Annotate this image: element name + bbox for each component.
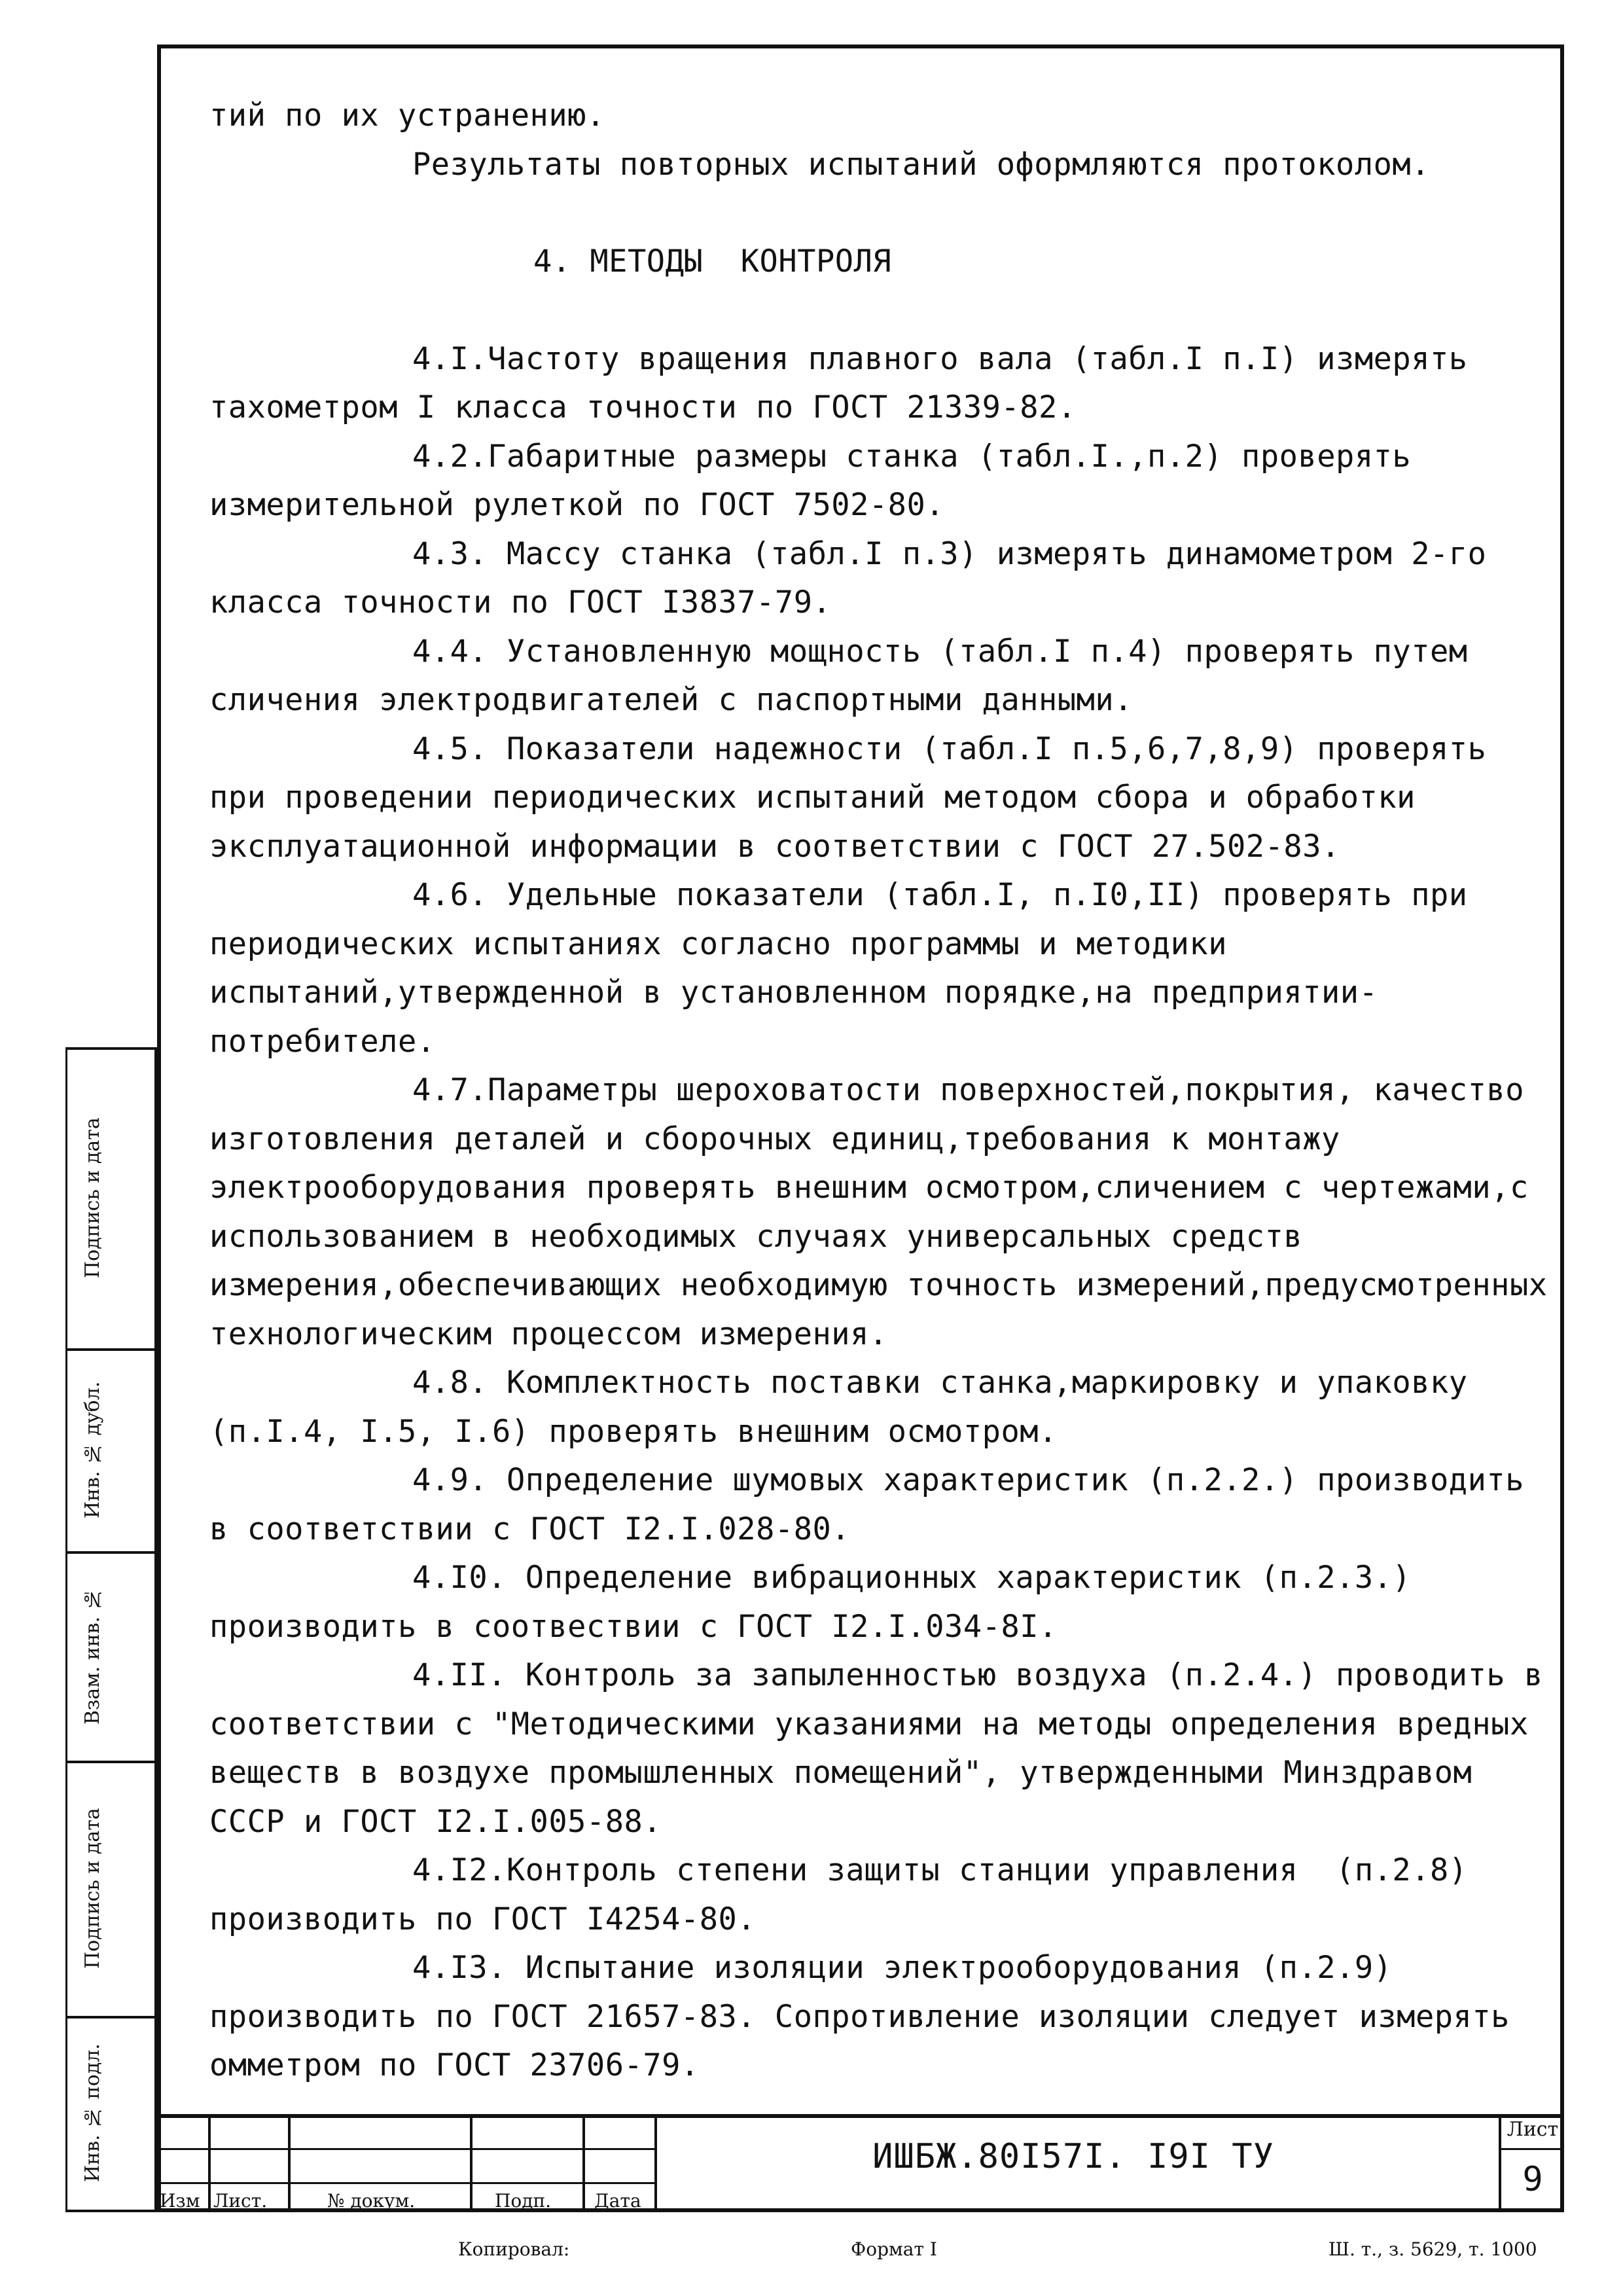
col-signature-label: Подп. (495, 2190, 552, 2212)
stamp-replacement-inventory: Взам. инв. № (65, 1551, 118, 1761)
paragraph-4-13: 4.I3. Испытание изоляции электрооборудования (п.2.9) производить по ГОСТ 21657-83. Сопротивление изоляции следует измерять омметром по ГОСТ 23706-79. (209, 1950, 1529, 2083)
col-sheet-label: Лист. (213, 2190, 268, 2212)
footer-copied: Копировал: (458, 2238, 570, 2260)
paragraph-4-5: 4.5. Показатели надежности (табл.I п.5,6,7,8,9) проверять при проведении периодических испытаний методом сбора и обработки эксплуатационной информации в соответствии с ГОСТ 27.502-83. (209, 730, 1506, 865)
paragraph-4-6: 4.6. Удельные показатели (табл.I, п.I0,II) проверять при периодических испытаниях согласно программы и методики испытаний,утвержденной в установленном порядке,на предприятии-потребителе. (209, 877, 1487, 1060)
title-block-divider (288, 2114, 291, 2212)
paragraph-results: Результаты повторных испытаний оформляются протоколом. (412, 146, 1431, 183)
title-block-row-line (157, 2148, 656, 2150)
paragraph-4-4: 4.4. Установленную мощность (табл.I п.4) проверять путем сличения электродвигателей с паспортными данными. (209, 633, 1487, 718)
paragraph-4-9: 4.9. Определение шумовых характеристик (п.2.2.) производить в соответствии с ГОСТ I2.I.028-80. (209, 1462, 1543, 1547)
document-body (209, 92, 1567, 2090)
stamp-original-inventory: Инв. № подл. (65, 2016, 118, 2210)
title-block-row-line (157, 2182, 656, 2184)
stamp-signature-date-1: Подпись и дата (65, 1047, 118, 1348)
title-block-divider (208, 2114, 211, 2212)
sheet-label: Лист (1507, 2118, 1559, 2141)
paragraph-4-10: 4.I0. Определение вибрационных характеристик (п.2.3.) производить в соотвествии с ГОСТ I2.I.034-8I. (209, 1560, 1431, 1645)
section-heading: 4. МЕТОДЫ КОНТРОЛЯ (533, 243, 892, 279)
sheet-box-line (1499, 2148, 1564, 2150)
paragraph-4-7: 4.7.Параметры шероховатости поверхностей,покрытия, качество изготовления деталей и сборочных единиц,требования к монтажу электрооборудования проверять внешним осмотром,сличением с чертежами,с использованием в необходимых случаях универсальных средств измерения,обеспечивающих необходимую точность измерений,предусмотренных технологическим процессом измерения. (209, 1072, 1567, 1352)
footer-format: Формат I (851, 2238, 937, 2260)
stamp-duplicate-inventory: Инв. № дубл. (65, 1348, 118, 1551)
paragraph-continuation: тий по их устранению. (209, 98, 605, 134)
title-block-divider (470, 2114, 473, 2212)
sheet-number: 9 (1522, 2160, 1543, 2199)
paragraph-4-2: 4.2.Габаритные размеры станка (табл.I.,п.2) проверять измерительной рулеткой по ГОСТ 7502-80. (209, 438, 1431, 523)
document-designation: ИШБЖ.80I57I. I9I ТУ (872, 2137, 1274, 2176)
col-document-label: № докум. (327, 2190, 416, 2212)
title-block-divider (582, 2114, 585, 2212)
stamp-signature-date-2: Подпись и дата (65, 1761, 118, 2016)
paragraph-4-8: 4.8. Комплектность поставки станка,маркировку и упаковку (п.I.4, I.5, I.6) проверять внешним осмотром. (209, 1365, 1487, 1450)
col-change-label: Изм (160, 2190, 200, 2212)
title-block-divider (654, 2114, 657, 2212)
paragraph-4-12: 4.I2.Контроль степени защиты станции управления (п.2.8) производить по ГОСТ I4254-80. (209, 1852, 1487, 1937)
paragraph-4-11: 4.II. Контроль за запыленностью воздуха (п.2.4.) проводить в соответствии с "Методическими указаниями на методы определения вредных веществ в воздухе промышленных помещений", утвержденными Минздравом СССР и ГОСТ I2.I.005-88. (209, 1657, 1562, 1840)
paragraph-4-1: 4.I.Частоту вращения плавного вала (табл.I п.I) измерять тахометром I класса точности по ГОСТ 21339-82. (209, 340, 1487, 425)
stamp-divider (65, 2210, 157, 2212)
footer-print-info: Ш. т., з. 5629, т. 1000 (1329, 2238, 1537, 2260)
col-date-label: Дата (594, 2190, 641, 2212)
paragraph-4-3: 4.3. Массу станка (табл.I п.3) измерять динамометром 2-го класса точности по ГОСТ I3837-79. (209, 535, 1506, 620)
